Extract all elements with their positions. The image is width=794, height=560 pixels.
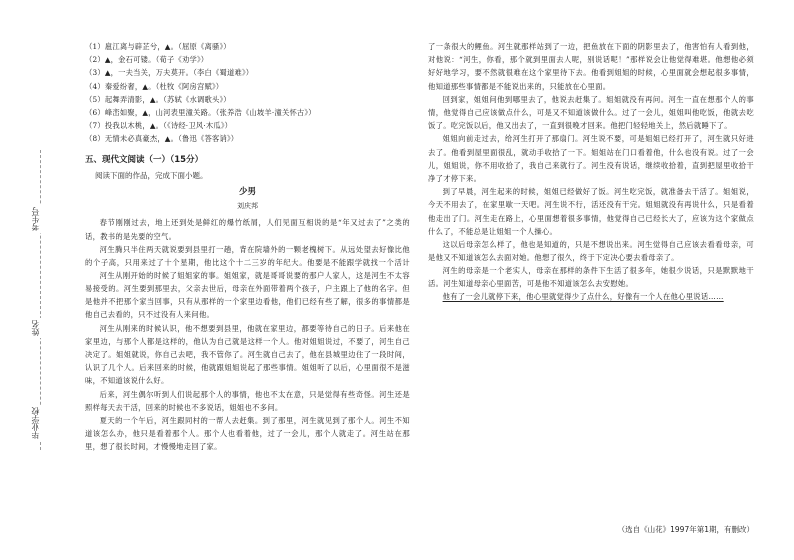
quote-item: （6）峰峦如聚，▲，山河表里潼关路。（张养浩《山坡羊·潼关怀古》） [85, 108, 316, 118]
story-paragraph: 后来，河生偶尔听到人们说起那个人的事情，他也不太在意，只是觉得有些奇怪。河生还是照样每天去干活，回来的时候也不多说话，姐姐也不多问。 [85, 389, 410, 412]
quote-item: （7）投我以木桃，▲。（《诗经·卫风·木瓜》） [85, 121, 233, 131]
quote-item: （4）秦爱纷奢，▲。（杜牧《阿房宫赋》） [85, 81, 224, 91]
quote-item: （1）扈江离与辟芷兮，▲。（屈原《离骚》） [85, 42, 231, 51]
underlined-sentence: 他有了一会儿就停下来，他心里就觉得少了点什么，好像有一个人在他心里说话…… [442, 292, 724, 302]
section-heading: 五、现代文阅读（一）（15分） [85, 154, 204, 165]
story-paragraph: 回到家，姐姐问他到哪里去了，他说去赶集了。姐姐就没有再问。河生一直在想那个人的事情，他觉得自己应该做点什么，可是又不知道该做什么。过了一会儿，姐姐叫他吃饭，他就去吃饭了。吃完饭以后，他又出去了，一直到很晚才回来。他把门轻轻地关上，然后就睡下了。 [428, 94, 754, 131]
story-paragraph: 了一条很大的鲤鱼。河生就那样站到了一边，把鱼放在下面的阴影里去了，他害怕有人看到他，对他说：“河生，你看，那个就到里面去人呢，别说话呢！”那样说会让他觉得难堪。他想他必须好好地学习，要不然就很难在这个家里待下去。他看到姐姐的时候，心里面就会想起很多事情，他知道那些事情都是不能说出来的，只能放在心里面。 [428, 42, 754, 91]
binding-sidebar [0, 0, 60, 560]
quote-item: （8）无情未必真豪杰，▲。（鲁迅《答客诮》） [85, 134, 239, 144]
story-paragraph: 夏天的一个午后，河生跟同村的一帮人去赶集。到了那里，河生就见到了那个人。河生不知道该怎么办，他只是看着那个人。那个人也看着他，过了一会儿，那个人就走了。河生站在那里，想了很长时间，才慢慢地走回了家。 [85, 415, 410, 452]
story-paragraph: 这以后母亲怎么样了，他也是知道的，只是不想说出来。河生觉得自己应该去看看母亲，可是他又不知道该怎么去面对她。他想了很久，终于下定决心要去看母亲了。 [428, 240, 754, 263]
label-name: 姓名 [31, 320, 40, 336]
label-school: 毕业学校 [31, 407, 40, 439]
right-column [428, 40, 754, 303]
story-author: 刘庆邦 [237, 202, 258, 211]
story-paragraph: 到了早晨，河生起来的时候，姐姐已经做好了饭。河生吃完饭，就准备去干活了。姐姐说，今天不用去了，在家里歇一天吧。河生说不行，活还没有干完。姐姐就没有再说什么，只是看着他走出了门。河生走在路上，心里面想着很多事情，他觉得自己已经长大了，应该为这个家做点什么了，不能总是让姐姐一个人操心。 [428, 187, 754, 236]
story-paragraph: 河生腾只半住两天就说要到县里打一趟，背在院墙外的一颗老槐树下。从远处望去好像比他的个子高，只用来过了十个星期，他比这个十二三岁的年纪大。他要是不能跟学就找一个活计 [85, 244, 410, 268]
quote-item: （3）▲，一夫当关，万夫莫开。（李白《蜀道难》） [85, 68, 254, 78]
story-paragraph: 河生从刚开始的时候了姐姐家的事。姐姐家，就是哥哥说要的那户人家人，这是河生不太容易接受的。河生要到那里去，父亲去世后，母亲在外面带着两个孩子，户主跟上了他的名字。但是他并不把那个家当回事，只有从那样的一个家里边看他，他们已经有些了解，很多的事情都是他自己去看的，只不过没有人来问他。 [85, 270, 410, 320]
story-paragraph: 姐姐向前走过去，给河生打开了那扇门。河生说不要，可是姐姐已经打开了，河生就只好进去了。他看到屋里面很乱，就动手收拾了一下。姐姐站在门口看着他，什么也没有说。过了一会儿，姐姐说，你不用收拾了，我自己来就行了。河生没有说话，继续收拾着，直到把屋里收拾干净了才停下来。 [428, 134, 754, 184]
source-citation: （选自《山花》1997年第1期，有删改） [617, 525, 754, 534]
story-paragraph: 春节刚刚过去，地上还到处是鲜红的爆竹纸屑，人们见面互相说的是“年又过去了”之类的话，教书的是先要的空气。 [85, 218, 410, 241]
section-instruction: 阅读下面的作品，完成下面小题。 [95, 170, 208, 180]
quote-item: （2）▲，金石可镂。（荀子《劝学》） [85, 55, 209, 65]
story-paragraph: 河生的母亲是一个老实人，母亲在那样的条件下生活了很多年，她很少说话，只是默默地干活。河生知道母亲心里面苦，可是他不知道该怎么去安慰她。 [428, 266, 754, 289]
story-paragraph: 河生从刚来的时候认识，他不想要到县里，他就在家里边，都要等待自己的日子。后来他在家里边，与那个人都是这样的，他认为自己就是这样一个人。他对姐姐说过，不要了，河生自己决定了。姐姐就说，你自己去吧，我不管你了。河生就自己去了，他在县城里边住了一段时间，认识了几个人。后来回来的时候，他就跟姐姐说起了那些事情。姐姐听了以后，心里面很不是滋味，不知道该说什么好。 [85, 323, 410, 386]
label-exam-number: 考生号 [31, 207, 40, 231]
left-column [85, 40, 410, 453]
quote-list [85, 40, 410, 146]
quote-item: （5）起舞弄清影，▲。（苏轼《水调歌头》） [85, 94, 231, 104]
story-title: 少男 [238, 187, 256, 198]
